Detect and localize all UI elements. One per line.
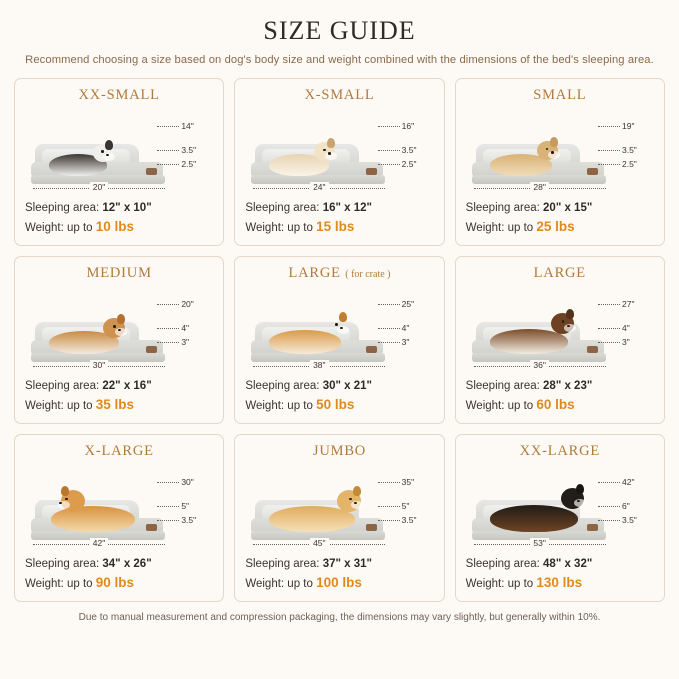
- width-dimension: [33, 538, 165, 548]
- dog-illustration: [490, 329, 568, 354]
- sleeping-area-value: 12" x 10": [102, 201, 152, 214]
- dog-muzzle: [115, 328, 127, 336]
- dim-mid-height: 4": [401, 323, 410, 333]
- dog-ear: [339, 312, 347, 322]
- dog-illustration: [49, 154, 107, 176]
- size-card-specs: [243, 556, 435, 594]
- dog-head: [61, 490, 85, 512]
- dog-muzzle: [103, 153, 115, 161]
- dim-base-height: 3.5": [401, 515, 417, 525]
- weight-label: Weight: up to: [465, 221, 537, 234]
- dim-total-height: 25": [401, 299, 415, 309]
- width-dimension: [474, 182, 606, 192]
- bed-brand-tag: [146, 168, 157, 175]
- height-dimensions: [157, 298, 213, 360]
- bed-brand-tag: [146, 524, 157, 531]
- bed-brand-tag: [366, 524, 377, 531]
- size-card-name: LARGE: [533, 265, 586, 281]
- dim-mid-height: 5": [401, 501, 410, 511]
- dim-mid-height: 4": [181, 323, 190, 333]
- dog-illustration: [490, 154, 552, 176]
- height-dimensions: [378, 120, 434, 182]
- dim-total-height: 20": [181, 299, 194, 309]
- dog-eye: [335, 323, 338, 326]
- dim-base-height: 2.5": [401, 159, 417, 169]
- dim-mid-height: 3.5": [181, 145, 197, 155]
- dim-mid-height: 3.5": [621, 145, 637, 155]
- weight-value: 130 lbs: [536, 574, 583, 590]
- weight-row: [25, 573, 213, 593]
- bed-illustration: [245, 284, 433, 370]
- size-card-name: XX-LARGE: [519, 443, 601, 459]
- bed-brand-tag: [366, 168, 377, 175]
- width-dimension: [253, 360, 385, 370]
- sleeping-area-label: Sleeping area:: [25, 201, 103, 214]
- dog-head: [537, 141, 558, 160]
- dim-total-height: 30": [181, 477, 194, 487]
- size-card: [234, 78, 444, 246]
- dog-eye: [572, 495, 575, 498]
- weight-value: 10 lbs: [95, 218, 135, 234]
- weight-row: [25, 395, 213, 415]
- sleeping-area-row: [245, 378, 433, 395]
- weight-label: Weight: up to: [25, 577, 96, 590]
- dim-base-height: 3": [621, 337, 630, 347]
- size-card-specs: [243, 378, 435, 416]
- dim-mid-height: 3.5": [401, 145, 417, 155]
- sleeping-area-label: Sleeping area:: [245, 201, 323, 214]
- sleeping-area-value: 20" x 15": [543, 201, 593, 214]
- height-dimensions: [378, 476, 434, 538]
- sleeping-area-row: [466, 378, 654, 395]
- sleeping-area-label: Sleeping area:: [25, 379, 103, 392]
- dog-eye: [323, 149, 326, 152]
- dog-nose: [551, 151, 554, 153]
- sleeping-area-row: [245, 556, 433, 573]
- bed-illustration: [466, 106, 654, 192]
- weight-value: 100 lbs: [316, 574, 362, 590]
- size-card-specs: [243, 200, 435, 238]
- sleeping-area-label: Sleeping area:: [245, 379, 323, 392]
- dog-muzzle: [574, 499, 586, 507]
- weight-row: [245, 395, 433, 415]
- sleeping-area-row: [466, 200, 654, 217]
- size-card: [14, 78, 224, 246]
- height-dimensions: [378, 298, 434, 360]
- weight-label: Weight: up to: [245, 577, 317, 590]
- dim-total-height: 19": [621, 121, 635, 131]
- sleeping-area-label: Sleeping area:: [465, 379, 544, 392]
- dog-illustration: [269, 154, 329, 176]
- dog-muzzle: [564, 324, 576, 332]
- weight-label: Weight: up to: [465, 577, 537, 590]
- bed-brand-tag: [587, 168, 598, 175]
- sleeping-area-value: 16" x 12": [322, 201, 372, 214]
- dog-illustration: [49, 331, 119, 354]
- weight-label: Weight: up to: [25, 399, 96, 412]
- sleeping-area-row: [466, 556, 654, 573]
- dog-head: [93, 144, 113, 162]
- size-card: [455, 78, 665, 246]
- dim-mid-height: 4": [621, 323, 630, 333]
- width-dimension: [253, 538, 385, 548]
- dim-width: 28": [530, 182, 548, 192]
- dog-eye: [546, 148, 549, 151]
- sleeping-area-row: [25, 378, 213, 395]
- card-title-note: ( for crate ): [345, 269, 391, 280]
- weight-row: [245, 573, 433, 593]
- height-dimensions: [598, 298, 654, 360]
- dim-mid-height: 5": [181, 501, 190, 511]
- bed-illustration: [245, 462, 433, 548]
- size-card-specs: [23, 556, 215, 594]
- size-card-specs: [464, 200, 656, 238]
- weight-row: [466, 217, 654, 237]
- bed-brand-tag: [146, 346, 157, 353]
- size-card: [14, 256, 224, 424]
- size-card-name: XX-SMALL: [78, 87, 160, 103]
- dog-illustration: [269, 330, 341, 354]
- sleeping-area-row: [245, 200, 433, 217]
- sleeping-area-row: [25, 200, 213, 217]
- sleeping-area-value: 48" x 32": [543, 557, 593, 570]
- weight-value: 25 lbs: [536, 218, 575, 234]
- dog-ear: [566, 309, 574, 319]
- dog-eye: [101, 150, 104, 153]
- dim-width: 38": [310, 360, 328, 370]
- width-dimension: [474, 538, 606, 548]
- page-title: SIZE GUIDE: [263, 16, 416, 45]
- size-card-title: [23, 87, 215, 104]
- height-dimensions: [157, 476, 213, 538]
- dog-muzzle: [325, 152, 337, 160]
- dim-total-height: 42": [621, 477, 635, 487]
- dog-nose: [577, 500, 580, 502]
- dog-eye: [65, 498, 68, 501]
- dim-base-height: 2.5": [181, 159, 197, 169]
- size-card: [455, 256, 665, 424]
- sleeping-area-label: Sleeping area:: [245, 557, 323, 570]
- dim-width: 42": [90, 538, 108, 548]
- size-card-title: [243, 87, 435, 104]
- bed-illustration: [466, 462, 654, 548]
- dog-head: [314, 142, 335, 161]
- bed-illustration: [25, 284, 213, 370]
- width-dimension: [253, 182, 385, 192]
- sleeping-area-label: Sleeping area:: [25, 557, 103, 570]
- dim-base-height: 2.5": [621, 159, 637, 169]
- weight-label: Weight: up to: [25, 221, 96, 234]
- width-dimension: [33, 360, 165, 370]
- dog-head: [103, 318, 125, 338]
- dog-ear: [105, 140, 113, 150]
- dog-head: [551, 313, 574, 334]
- weight-row: [466, 573, 654, 593]
- sleeping-area-value: 34" x 26": [102, 557, 152, 570]
- page-subtitle: Recommend choosing a size based on dog's body size and weight combined with the dimensions of the bed's sleeping area.: [25, 54, 654, 66]
- size-card-title: [243, 265, 435, 282]
- dim-base-height: 3": [181, 337, 190, 347]
- dog-eye: [113, 325, 116, 328]
- size-card-title: [464, 443, 656, 460]
- dim-width: 53": [530, 538, 548, 548]
- size-card-name: JUMBO: [312, 443, 367, 459]
- dog-head: [561, 488, 584, 509]
- sleeping-area-value: 30" x 21": [322, 379, 372, 392]
- height-dimensions: [598, 476, 654, 538]
- size-card-name: X-SMALL: [304, 87, 375, 103]
- weight-row: [245, 217, 433, 237]
- dim-base-height: 3.5": [621, 515, 637, 525]
- sleeping-area-value: 37" x 31": [322, 557, 372, 570]
- dog-ear: [353, 486, 361, 496]
- dim-total-height: 14": [181, 121, 194, 131]
- sleeping-area-value: 28" x 23": [543, 379, 593, 392]
- size-card-title: [464, 265, 656, 282]
- sleeping-area-label: Sleeping area:: [465, 557, 544, 570]
- size-card-specs: [464, 556, 656, 594]
- dog-ear: [576, 484, 584, 494]
- weight-row: [25, 217, 213, 237]
- dog-head: [337, 490, 361, 512]
- dim-total-height: 16": [401, 121, 415, 131]
- size-card: [234, 434, 444, 602]
- dog-eye: [349, 498, 352, 501]
- size-card-name: X-LARGE: [84, 443, 154, 459]
- size-card-specs: [464, 378, 656, 416]
- weight-label: Weight: up to: [245, 221, 317, 234]
- dog-ear: [327, 138, 335, 148]
- size-card-name: SMALL: [533, 87, 587, 103]
- dim-base-height: 3.5": [181, 515, 197, 525]
- dog-ear: [117, 314, 125, 324]
- size-card-title: [464, 87, 656, 104]
- dim-total-height: 27": [621, 299, 635, 309]
- size-card-name: MEDIUM: [86, 265, 152, 281]
- sleeping-area-row: [25, 556, 213, 573]
- dog-head: [325, 316, 347, 336]
- bed-brand-tag: [366, 346, 377, 353]
- dog-nose: [328, 152, 331, 154]
- bed-brand-tag: [587, 346, 598, 353]
- footer-note: Due to manual measurement and compression packaging, the dimensions may vary slightly, but generally within 10%.: [78, 612, 601, 623]
- size-card-specs: [23, 200, 215, 238]
- bed-illustration: [245, 106, 433, 192]
- weight-value: 50 lbs: [316, 396, 355, 412]
- size-card-specs: [23, 378, 215, 416]
- weight-value: 15 lbs: [316, 218, 355, 234]
- bed-brand-tag: [587, 524, 598, 531]
- size-card-title: [23, 265, 215, 282]
- height-dimensions: [157, 120, 213, 182]
- bed-illustration: [25, 106, 213, 192]
- dim-mid-height: 6": [621, 501, 630, 511]
- dim-total-height: 35": [401, 477, 415, 487]
- weight-value: 90 lbs: [95, 574, 135, 590]
- sleeping-area-label: Sleeping area:: [465, 201, 544, 214]
- dim-base-height: 3": [401, 337, 410, 347]
- height-dimensions: [598, 120, 654, 182]
- bed-illustration: [466, 284, 654, 370]
- weight-row: [466, 395, 654, 415]
- weight-label: Weight: up to: [245, 399, 317, 412]
- dog-illustration: [490, 505, 578, 532]
- dim-width: 24": [310, 182, 328, 192]
- dog-muzzle: [548, 151, 560, 159]
- dog-eye: [562, 320, 565, 323]
- size-card-title: [23, 443, 215, 460]
- dog-ear: [61, 486, 69, 496]
- dim-width: 45": [310, 538, 328, 548]
- dog-illustration: [269, 506, 355, 532]
- size-card: [14, 434, 224, 602]
- dim-width: 20": [90, 182, 108, 192]
- dog-illustration: [51, 506, 135, 532]
- weight-label: Weight: up to: [465, 399, 537, 412]
- size-card: [234, 256, 444, 424]
- dog-ear: [550, 137, 558, 147]
- sleeping-area-value: 22" x 16": [102, 379, 152, 392]
- width-dimension: [474, 360, 606, 370]
- dog-nose: [567, 325, 570, 327]
- size-card-name: LARGE: [288, 265, 341, 281]
- bed-illustration: [25, 462, 213, 548]
- dim-width: 36": [530, 360, 548, 370]
- weight-value: 35 lbs: [95, 396, 135, 412]
- size-card: [455, 434, 665, 602]
- weight-value: 60 lbs: [536, 396, 575, 412]
- dim-width: 30": [90, 360, 108, 370]
- size-card-title: [243, 443, 435, 460]
- size-card-grid: [14, 78, 665, 602]
- width-dimension: [33, 182, 165, 192]
